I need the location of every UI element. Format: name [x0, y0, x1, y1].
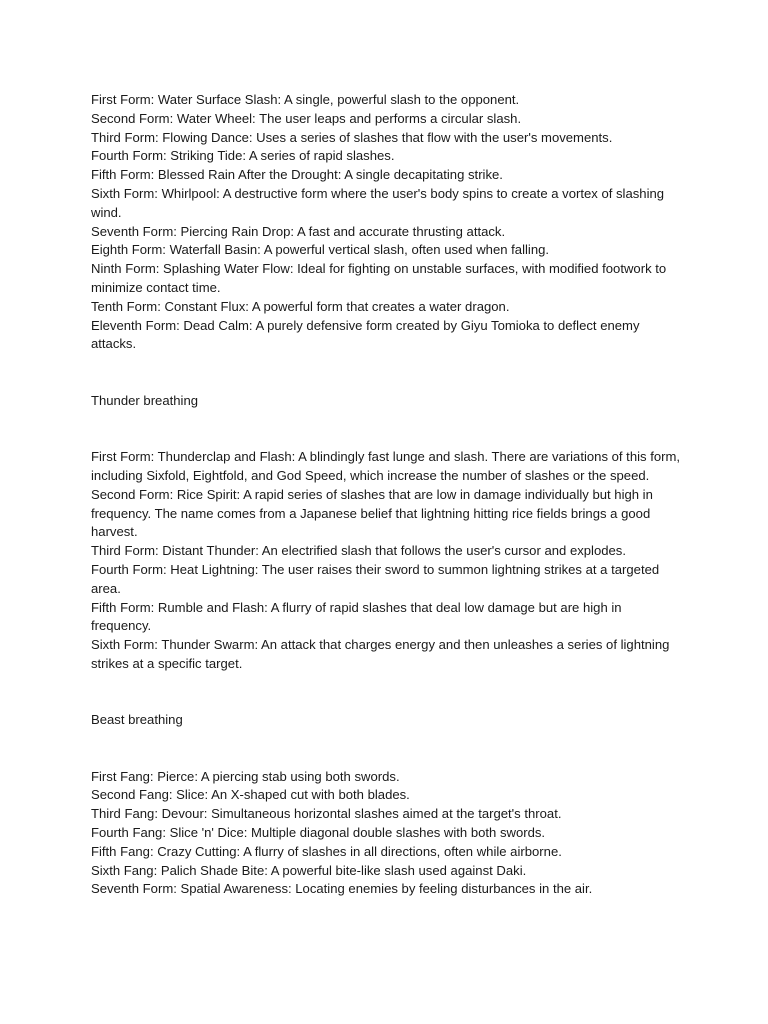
spacer: [91, 354, 681, 392]
list-item: Third Form: Distant Thunder: An electrified slash that follows the user's cursor and explodes.: [91, 543, 626, 559]
list-item: Sixth Fang: Palich Shade Bite: A powerful bite-like slash used against Daki.: [91, 862, 527, 878]
spacer: [91, 411, 681, 449]
list-item: Seventh Form: Piercing Rain Drop: A fast and accurate thrusting attack.: [91, 223, 506, 239]
list-item: Second Form: Rice Spirit: A rapid series of slashes that are low in damage individually but high in frequency. The name comes from a Japanese belief that lightning hitting rice fields brings a good harvest.: [91, 486, 653, 540]
list-item: Fifth Fang: Crazy Cutting: A flurry of slashes in all directions, often while airborne.: [91, 843, 562, 859]
document-page: [91, 91, 681, 899]
list-item: Third Fang: Devour: Simultaneous horizontal slashes aimed at the target's throat.: [91, 806, 562, 822]
list-item: Tenth Form: Constant Flux: A powerful form that creates a water dragon.: [91, 298, 510, 314]
beast-forms-list: [91, 768, 681, 900]
list-item: Third Form: Flowing Dance: Uses a series of slashes that flow with the user's movements.: [91, 129, 613, 145]
spacer: [91, 730, 681, 768]
water-forms-list: [91, 91, 681, 354]
list-item: Second Form: Water Wheel: The user leaps and performs a circular slash.: [91, 110, 522, 126]
list-item: Eleventh Form: Dead Calm: A purely defensive form created by Giyu Tomioka to deflect enemy attacks.: [91, 317, 640, 352]
list-item: Second Fang: Slice: An X-shaped cut with both blades.: [91, 787, 410, 803]
list-item: Fourth Fang: Slice 'n' Dice: Multiple diagonal double slashes with both swords.: [91, 825, 546, 841]
list-item: Fourth Form: Striking Tide: A series of rapid slashes.: [91, 148, 395, 164]
list-item: Fifth Form: Rumble and Flash: A flurry of rapid slashes that deal low damage but are high in frequency.: [91, 599, 622, 634]
list-item: Fourth Form: Heat Lightning: The user raises their sword to summon lightning strikes at a targeted area.: [91, 561, 660, 596]
spacer: [91, 674, 681, 712]
list-item: Fifth Form: Blessed Rain After the Drought: A single decapitating strike.: [91, 167, 503, 183]
section-heading-beast: Beast breathing: [91, 712, 183, 728]
list-item: Seventh Form: Spatial Awareness: Locating enemies by feeling disturbances in the air.: [91, 881, 593, 897]
list-item: Ninth Form: Splashing Water Flow: Ideal for fighting on unstable surfaces, with modified footwork to minimize contact time.: [91, 261, 667, 295]
list-item: Sixth Form: Whirlpool: A destructive form where the user's body spins to create a vortex of slashing wind.: [91, 185, 665, 220]
list-item: First Fang: Pierce: A piercing stab using both swords.: [91, 768, 400, 784]
list-item: Sixth Form: Thunder Swarm: An attack that charges energy and then unleashes a series of lightning strikes at a specific target.: [91, 637, 670, 671]
list-item: First Form: Water Surface Slash: A single, powerful slash to the opponent.: [91, 92, 520, 107]
section-heading-thunder: Thunder breathing: [91, 392, 199, 408]
list-item: First Form: Thunderclap and Flash: A blindingly fast lunge and slash. There are variations of this form, including Sixfold, Eightfold, and God Speed, which increase the number of slashes or the speed.: [91, 449, 681, 483]
list-item: Eighth Form: Waterfall Basin: A powerful vertical slash, often used when falling.: [91, 242, 550, 258]
thunder-forms-list: [91, 448, 681, 674]
